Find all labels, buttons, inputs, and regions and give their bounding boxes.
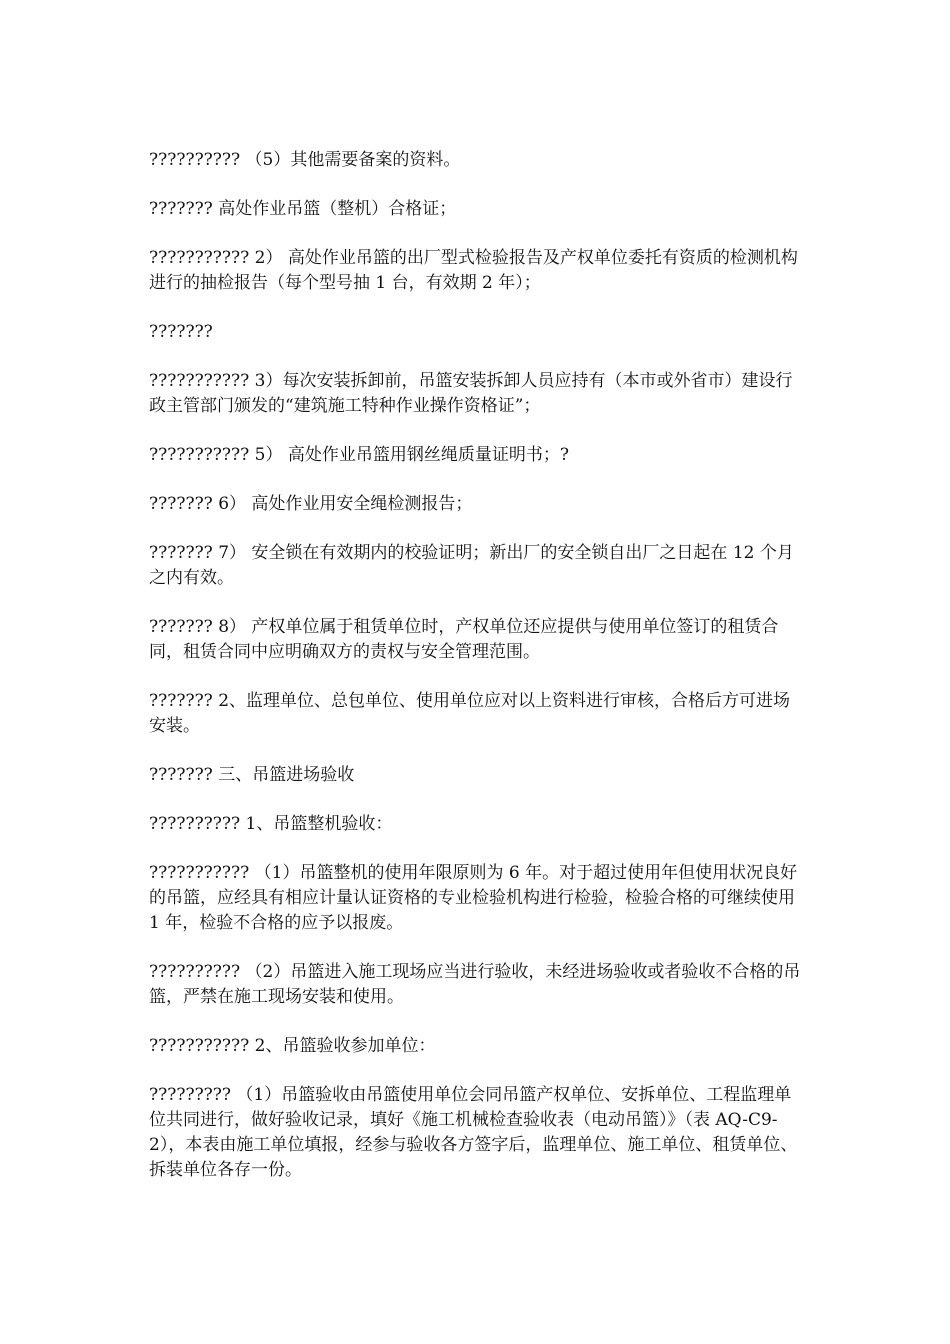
paragraph-inspection-report: ??????????? 2） 高处作业吊篮的出厂型式检验报告及产权单位委托有资质的检测机构进行的抽检报告（每个型号抽 1 台，有效期 2 年）； (149, 248, 798, 293)
paragraph-lease-contract: ??????? 8） 产权单位属于租赁单位时，产权单位还应提供与使用单位签订的租赁合同，租赁合同中应明确双方的责权与安全管理范围。 (149, 617, 779, 662)
paragraph-acceptance-procedure: ????????? （1）吊篮验收由吊篮使用单位会同吊篮产权单位、安拆单位、工程监理单位共同进行，做好验收记录，填好《施工机械检查验收表（电动吊篮）》（表 AQ-C9-2），本表由施工单位填报，经参与验收各方签字后，监理单位、施工单位、租赁单位、拆装单位各存一份。 (149, 1085, 798, 1180)
section-heading-acceptance: ??????? 三、吊篮进场验收 (149, 765, 355, 785)
paragraph-placeholder: ??????? (149, 322, 213, 342)
paragraph-participating-units: ??????????? 2、吊篮验收参加单位： (149, 1036, 436, 1056)
paragraph-whole-machine-acceptance: ?????????? 1、吊篮整机验收： (149, 814, 393, 834)
paragraph-backup-other-materials: ?????????? （5）其他需要备案的资料。 (149, 150, 461, 170)
paragraph-service-life: ??????????? （1）吊篮整机的使用年限原则为 6 年。对于超过使用年但使用状况良好的吊篮，应经具有相应计量认证资格的专业检验机构进行检验，检验合格的可继续使用 1 年，检验不合格的应予以报废。 (149, 863, 801, 933)
paragraph-review: ??????? 2、监理单位、总包单位、使用单位应对以上资料进行审核，合格后方可进场安装。 (149, 691, 791, 736)
paragraph-certificate: ??????? 高处作业吊篮（整机）合格证； (149, 199, 457, 219)
paragraph-installer-qualification: ??????????? 3）每次安装拆卸前，吊篮安装拆卸人员应持有（本市或外省市）建设行政主管部门颁发的“建筑施工特种作业操作资格证”； (149, 371, 793, 416)
paragraph-safety-rope-report: ??????? 6） 高处作业用安全绳检测报告； (149, 494, 473, 514)
paragraph-safety-lock: ??????? 7） 安全锁在有效期内的校验证明；新出厂的安全锁自出厂之日起在 12 个月之内有效。 (149, 543, 794, 588)
paragraph-wire-rope-certificate: ??????????? 5） 高处作业吊篮用钢丝绳质量证明书；? (149, 445, 569, 465)
document-body (149, 148, 805, 1207)
paragraph-site-acceptance: ?????????? （2）吊篮进入施工现场应当进行验收，未经进场验收或者验收不合格的吊篮，严禁在施工现场安装和使用。 (149, 962, 801, 1007)
